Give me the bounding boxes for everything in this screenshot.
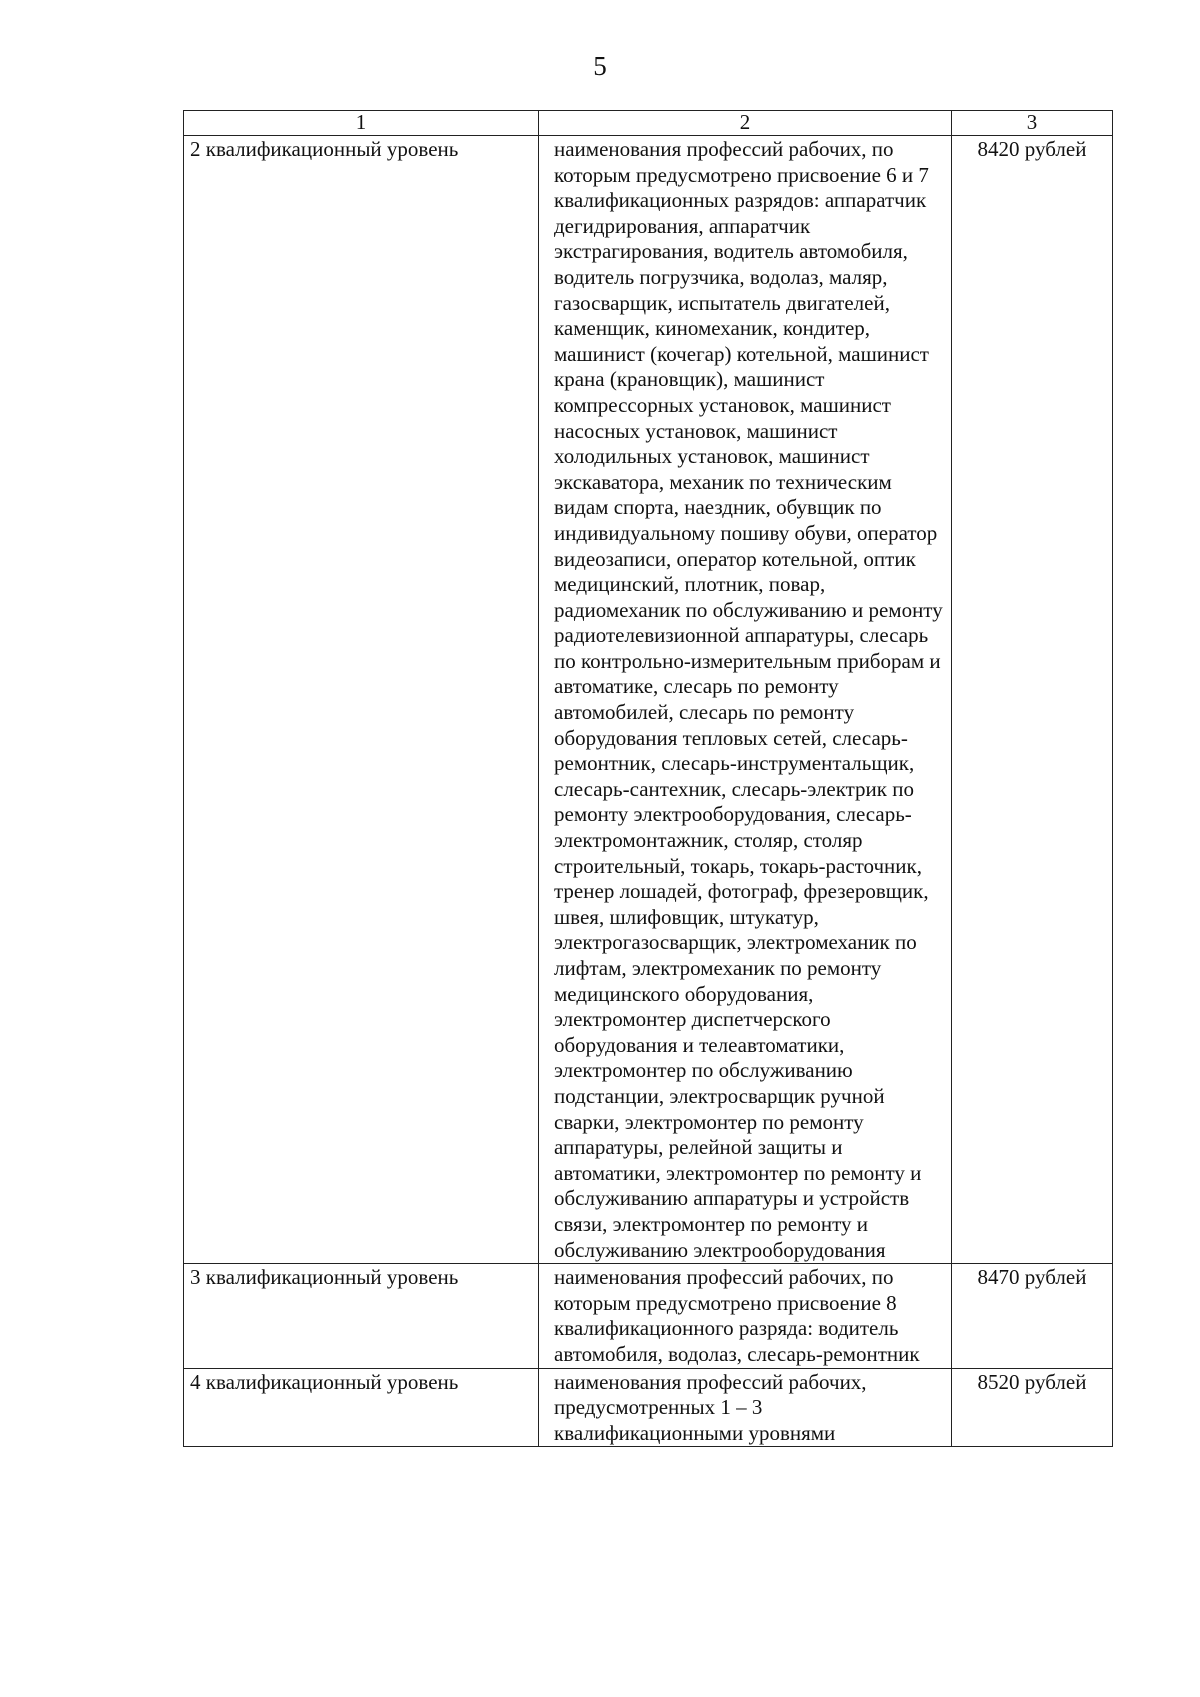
column-header-1: 1 xyxy=(184,111,539,136)
table-row xyxy=(184,136,1113,1264)
qualification-level-cell: 3 квалификационный уровень xyxy=(184,1264,539,1368)
table-row xyxy=(184,1368,1113,1447)
salary-cell: 8470 рублей xyxy=(952,1264,1113,1368)
qualification-level-cell: 4 квалификационный уровень xyxy=(184,1368,539,1447)
salary-cell: 8520 рублей xyxy=(952,1368,1113,1447)
profession-description-cell: наименования профессий рабочих, предусмотренных 1 – 3 квалификационными уровнями xyxy=(539,1368,952,1447)
table-header-row xyxy=(184,111,1113,136)
salary-cell: 8420 рублей xyxy=(952,136,1113,1264)
column-header-2: 2 xyxy=(539,111,952,136)
column-header-3: 3 xyxy=(952,111,1113,136)
page-number: 5 xyxy=(593,51,607,81)
profession-description-cell: наименования профессий рабочих, по которым предусмотрено присвоение 6 и 7 квалификационных разрядов: аппаратчик дегидрирования, аппаратчик экстрагирования, водитель автомобиля, водитель погрузчика, водолаз, маляр, газосварщик, испытатель двигателей, каменщик, киномеханик, кондитер, машинист (кочегар) котельной, машинист крана (крановщик), машинист компрессорных установок, машинист насосных установок, машинист холодильных установок, машинист экскаватора, механик по техническим видам спорта, наездник, обувщик по индивидуальному пошиву обуви, оператор видеозаписи, оператор котельной, оптик медицинский, плотник, повар, радиомеханик по обслуживанию и ремонту радиотелевизионной аппаратуры, слесарь по контрольно-измерительным приборам и автоматике, слесарь по ремонту автомобилей, слесарь по ремонту оборудования тепловых сетей, слесарь-ремонтник, слесарь-инструментальщик, слесарь-сантехник, слесарь-электрик по ремонту электрооборудования, слесарь-электромонтажник, столяр, столяр строительный, токарь, токарь-расточник, тренер лошадей, фотограф, фрезеровщик, швея, шлифовщик, штукатур, электрогазосварщик, электромеханик по лифтам, электромеханик по ремонту медицинского оборудования, электромонтер диспетчерского оборудования и телеавтоматики, электромонтер по обслуживанию подстанции, электросварщик ручной сварки, электромонтер по ремонту аппаратуры, релейной защиты и автоматики, электромонтер по ремонту и обслуживанию аппаратуры и устройств связи, электромонтер по ремонту и обслуживанию электрооборудования xyxy=(539,136,952,1264)
profession-description-cell: наименования профессий рабочих, по которым предусмотрено присвоение 8 квалификационного разряда: водитель автомобиля, водолаз, слесарь-ремонтник xyxy=(539,1264,952,1368)
qualification-level-cell: 2 квалификационный уровень xyxy=(184,136,539,1264)
qualification-table xyxy=(183,110,1113,1447)
table-row xyxy=(184,1264,1113,1368)
